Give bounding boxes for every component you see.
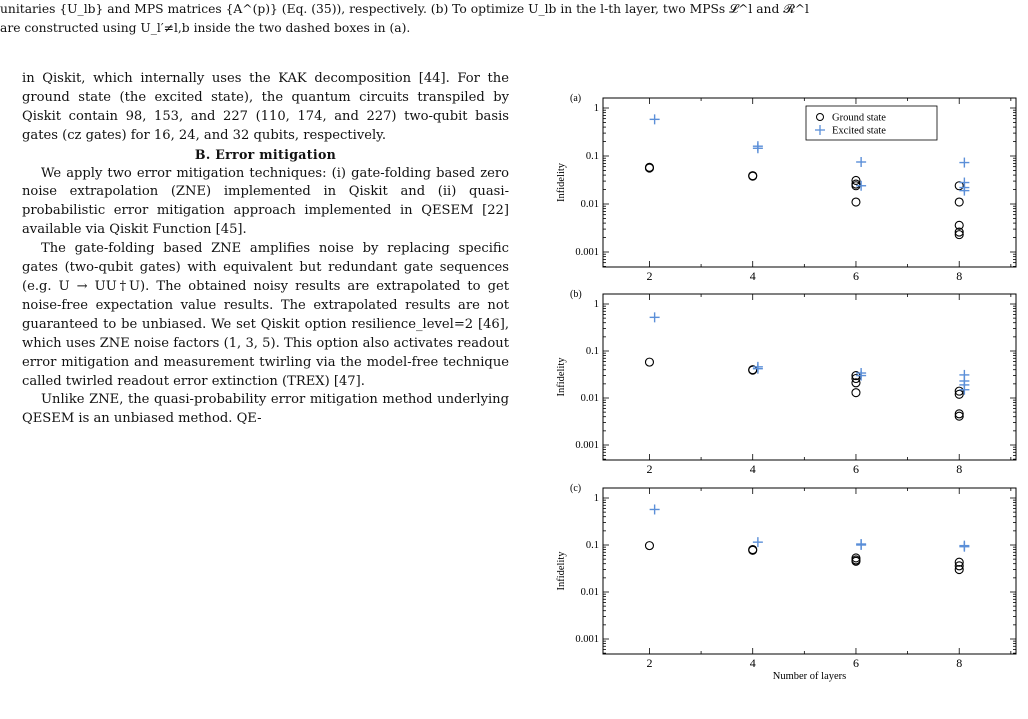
x-tick-label: 8	[956, 656, 963, 670]
x-tick-label: 6	[852, 269, 859, 283]
series-excited-state	[650, 504, 970, 551]
paragraph-qesem: Unlike ZNE, the quasi-probability error mitigation method underlying QESEM is an unbiased method. QE-	[22, 392, 509, 427]
chart-panel-b	[556, 289, 1016, 476]
panel-label: (b)	[570, 289, 582, 300]
data-point-excited	[650, 312, 660, 322]
data-point-excited	[856, 157, 866, 167]
y-tick-label: 0.001	[575, 440, 599, 451]
legend-label: Excited state	[832, 125, 886, 137]
x-axis-label: Number of layers	[772, 671, 847, 682]
series-excited-state	[650, 312, 970, 394]
paragraph-kak: in Qiskit, which internally uses the KAK decomposition [44]. For the ground state (the excited state), the quantum circuits transpiled by Qiskit contain 98, 153, and 227 (110, 174, and 227) two-qubit basis gates (cz gates) for 16, 24, and 32 qubits, respectively.	[22, 71, 509, 143]
x-tick-label: 2	[646, 656, 653, 670]
x-tick-label: 8	[956, 462, 963, 476]
y-axis-label: Infidelity	[556, 162, 567, 203]
x-tick-label: 4	[749, 656, 756, 670]
paragraph-techniques: We apply two error mitigation techniques: (i) gate-folding based zero noise extrapolation (ZNE) implemented in Qiskit and (ii) quasi-probabilistic error mitigation approach implemented in QESEM [22] available via Qiskit Function [45].	[22, 165, 509, 238]
data-point-ground	[749, 172, 757, 180]
data-point-excited	[753, 143, 763, 153]
data-point-ground	[645, 542, 653, 550]
data-point-excited	[753, 364, 763, 374]
y-tick-label: 0.001	[575, 634, 599, 645]
y-axis-label: Infidelity	[556, 551, 567, 591]
y-tick-label: 0.1	[585, 346, 599, 357]
data-point-excited	[650, 504, 660, 514]
series-ground-state	[645, 358, 963, 420]
plot-frame	[603, 294, 1016, 460]
y-tick-label: 0.01	[580, 199, 599, 210]
y-tick-label: 1	[593, 103, 599, 114]
section-heading-error-mitigation: B. Error mitigation	[194, 146, 337, 162]
data-point-ground	[955, 198, 963, 206]
caption-line-1: unitaries {U_lb} and MPS matrices {A^(p)} (Eq. (35)), respectively. (b) To optimize U_lb in the l-th layer, two MPSs 𝓛^l and 𝓡^l	[0, 2, 809, 16]
y-tick-label: 0.1	[585, 151, 599, 162]
y-tick-label: 0.01	[580, 393, 599, 404]
x-tick-label: 4	[749, 462, 756, 476]
data-point-excited	[959, 158, 969, 168]
chart-panel-c	[556, 483, 1016, 682]
data-point-excited	[650, 114, 660, 124]
data-point-ground	[852, 198, 860, 206]
y-tick-label: 0.01	[580, 587, 599, 598]
data-point-excited	[959, 542, 969, 552]
x-tick-label: 2	[646, 462, 653, 476]
data-point-excited	[856, 540, 866, 550]
x-tick-label: 8	[956, 269, 963, 283]
caption-line-2: are constructed using U_l′≠l,b inside the two dashed boxes in (a).	[0, 21, 411, 35]
series-ground-state	[645, 163, 963, 238]
plot-frame	[603, 488, 1016, 654]
x-tick-label: 4	[749, 269, 756, 283]
legend	[806, 106, 937, 140]
y-tick-label: 1	[593, 493, 599, 504]
x-tick-label: 2	[646, 269, 653, 283]
panel-label: (a)	[570, 93, 582, 104]
y-tick-label: 0.1	[585, 540, 599, 551]
y-axis-label: Infidelity	[556, 357, 567, 397]
data-point-excited	[959, 385, 969, 395]
y-tick-label: 1	[593, 299, 599, 310]
y-tick-label: 0.001	[575, 247, 599, 258]
x-tick-label: 6	[852, 656, 859, 670]
paragraph-zne: The gate-folding based ZNE amplifies noise by replacing specific gates (two-qubit gates) with equivalent but redundant gate sequences (e.g. U → UU†U). The obtained noisy results are extrapolated to get noise-free expectation value results. The extrapolated results are not guaranteed to be unbiased. We set Qiskit option resilience_level=2 [46], which uses ZNE noise factors (1, 3, 5). This option also activates readout error mitigation and measurement twirling via the model-free technique called twirled readout error extinction (TREX) [47].	[22, 241, 509, 389]
data-point-ground	[852, 389, 860, 397]
data-point-ground	[645, 358, 653, 366]
series-ground-state	[645, 542, 963, 574]
chart-panel-a	[556, 93, 1016, 283]
legend-label: Ground state	[832, 112, 886, 124]
panel-label: (c)	[570, 483, 582, 494]
x-tick-label: 6	[852, 462, 859, 476]
